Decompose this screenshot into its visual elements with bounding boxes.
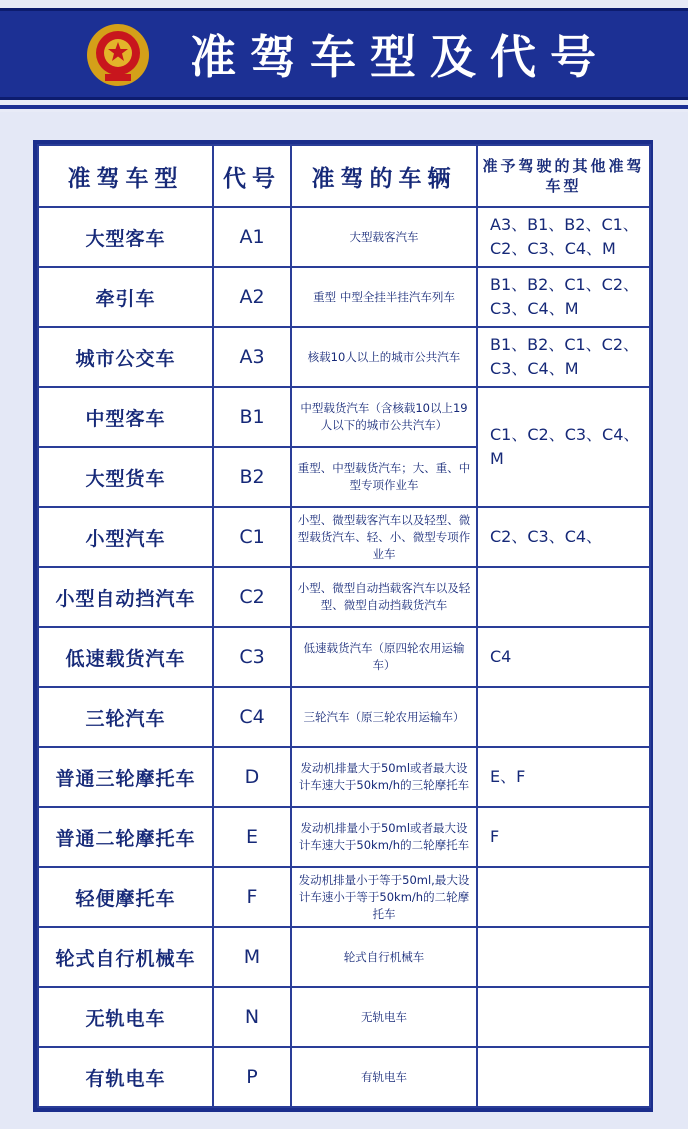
cell-vehicles: 重型、中型载货汽车；大、重、中型专项作业车 [291,447,477,507]
cell-type: 轻便摩托车 [38,867,213,927]
cell-code: C2 [213,567,291,627]
police-emblem-icon [83,20,153,90]
cell-type: 小型汽车 [38,507,213,567]
cell-type: 三轮汽车 [38,687,213,747]
cell-vehicles: 大型载客汽车 [291,207,477,267]
cell-other: B1、B2、C1、C2、C3、C4、M [477,327,650,387]
header [0,0,688,112]
cell-other [477,687,650,747]
cell-vehicles: 无轨电车 [291,987,477,1047]
cell-code: C4 [213,687,291,747]
cell-type: 中型客车 [38,387,213,447]
header-other: 准予驾驶的其他准驾车型 [477,145,650,207]
cell-code: A1 [213,207,291,267]
cell-other [477,1047,650,1107]
table-row [38,207,650,267]
cell-type: 大型客车 [38,207,213,267]
table-row [38,1047,650,1107]
cell-other: C1、C2、C3、C4、M [477,387,650,507]
cell-code: C1 [213,507,291,567]
table-row [38,267,650,327]
header-vehicles: 准驾的车辆 [291,145,477,207]
cell-vehicles: 重型 中型全挂半挂汽车列车 [291,267,477,327]
cell-other: F [477,807,650,867]
cell-type: 低速载货汽车 [38,627,213,687]
table-row [38,567,650,627]
cell-type: 城市公交车 [38,327,213,387]
table-row [38,867,650,927]
cell-code: A2 [213,267,291,327]
cell-vehicles: 发动机排量小于50ml或者最大设计车速大于50km/h的二轮摩托车 [291,807,477,867]
table-row [38,387,650,447]
cell-vehicles: 小型、微型自动挡载客汽车以及轻型、微型自动挡载货汽车 [291,567,477,627]
cell-code: D [213,747,291,807]
cell-type: 普通三轮摩托车 [38,747,213,807]
cell-other [477,927,650,987]
table-row [38,987,650,1047]
cell-type: 无轨电车 [38,987,213,1047]
cell-other: A3、B1、B2、C1、C2、C3、C4、M [477,207,650,267]
cell-vehicles: 小型、微型载客汽车以及轻型、微型载货汽车、轻、小、微型专项作业车 [291,507,477,567]
cell-other [477,567,650,627]
cell-other: C4 [477,627,650,687]
cell-vehicles: 中型载货汽车（含核载10以上19人以下的城市公共汽车） [291,387,477,447]
table-row [38,807,650,867]
cell-code: E [213,807,291,867]
cell-code: M [213,927,291,987]
cell-type: 普通二轮摩托车 [38,807,213,867]
cell-code: B1 [213,387,291,447]
cell-code: P [213,1047,291,1107]
cell-type: 牵引车 [38,267,213,327]
cell-other: E、F [477,747,650,807]
table-row [38,327,650,387]
header-code: 代号 [213,145,291,207]
header-type: 准驾车型 [38,145,213,207]
license-table [33,140,653,1112]
cell-code: B2 [213,447,291,507]
cell-vehicles: 核载10人以上的城市公共汽车 [291,327,477,387]
cell-code: F [213,867,291,927]
cell-code: C3 [213,627,291,687]
cell-vehicles: 低速载货汽车（原四轮农用运输车） [291,627,477,687]
cell-type: 大型货车 [38,447,213,507]
cell-type: 有轨电车 [38,1047,213,1107]
table-row [38,507,650,567]
page-title: 准驾车型及代号 [190,30,610,84]
cell-other [477,867,650,927]
table-row [38,747,650,807]
cell-type: 小型自动挡汽车 [38,567,213,627]
cell-vehicles: 有轨电车 [291,1047,477,1107]
table-row [38,627,650,687]
cell-other: C2、C3、C4、 [477,507,650,567]
cell-code: N [213,987,291,1047]
table-row [38,687,650,747]
cell-vehicles: 发动机排量大于50ml或者最大设计车速大于50km/h的三轮摩托车 [291,747,477,807]
table-row [38,927,650,987]
cell-vehicles: 轮式自行机械车 [291,927,477,987]
cell-code: A3 [213,327,291,387]
cell-other [477,987,650,1047]
cell-other: B1、B2、C1、C2、C3、C4、M [477,267,650,327]
cell-type: 轮式自行机械车 [38,927,213,987]
cell-vehicles: 发动机排量小于等于50ml,最大设计车速小于等于50km/h的二轮摩托车 [291,867,477,927]
cell-vehicles: 三轮汽车（原三轮农用运输车） [291,687,477,747]
